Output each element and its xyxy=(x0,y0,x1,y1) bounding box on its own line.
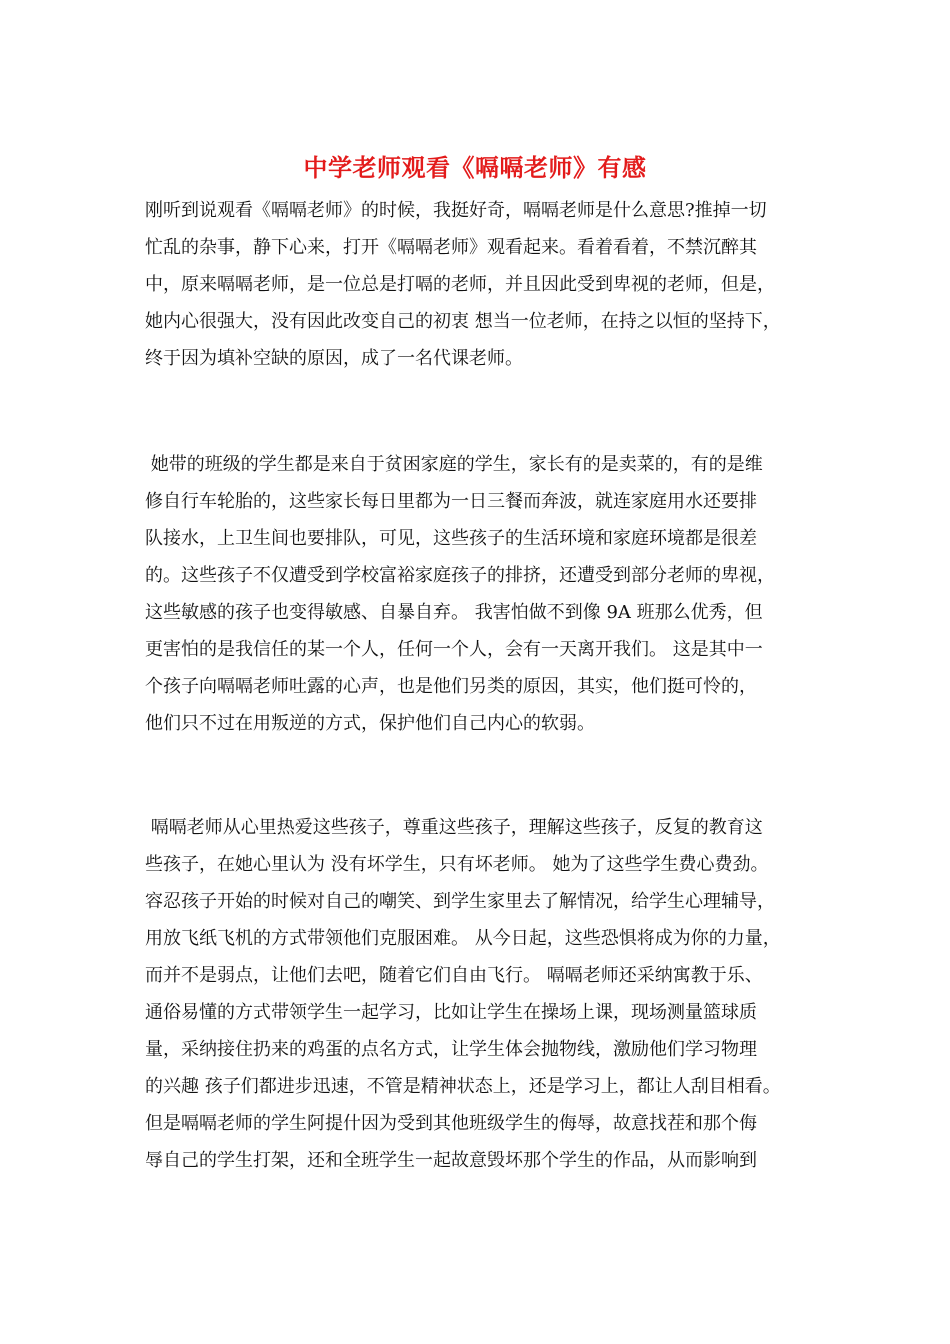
paragraph-line: 辱自己的学生打架，还和全班学生一起故意毁坏那个学生的作品，从而影响到 xyxy=(145,1150,757,1171)
paragraph-line: 队接水，上卫生间也要排队，可见，这些孩子的生活环境和家庭环境都是很差 xyxy=(145,528,757,549)
paragraph-line: 但是嗝嗝老师的学生阿提什因为受到其他班级学生的侮辱，故意找茬和那个侮 xyxy=(145,1113,757,1134)
paragraph-line: 忙乱的杂事，静下心来，打开《嗝嗝老师》观看起来。看着看着，不禁沉醉其 xyxy=(145,237,757,258)
paragraph-1 xyxy=(145,192,825,377)
paragraph-line: 嗝嗝老师从心里热爱这些孩子，尊重这些孩子，理解这些孩子，反复的教育这 xyxy=(145,817,763,838)
paragraph-line: 用放飞纸飞机的方式带领他们克服困难。 从今日起，这些恐惧将成为你的力量， xyxy=(145,928,781,949)
paragraph-3 xyxy=(145,809,825,1179)
paragraph-line: 终于因为填补空缺的原因，成了一名代课老师。 xyxy=(145,348,523,369)
document-title: 中学老师观看《嗝嗝老师》有感 xyxy=(303,153,647,182)
paragraph-line: 些孩子，在她心里认为 没有坏学生，只有坏老师。 她为了这些学生费心费劲。 xyxy=(145,854,769,875)
paragraph-line: 她内心很强大，没有因此改变自己的初衷 想当一位老师，在持之以恒的坚持下， xyxy=(145,311,781,332)
paragraph-line: 中，原来嗝嗝老师，是一位总是打嗝的老师，并且因此受到卑视的老师，但是， xyxy=(145,274,775,295)
paragraph-line: 通俗易懂的方式带领学生一起学习，比如让学生在操场上课，现场测量篮球质 xyxy=(145,1002,757,1023)
paragraph-line: 的。这些孩子不仅遭受到学校富裕家庭孩子的排挤，还遭受到部分老师的卑视， xyxy=(145,565,775,586)
paragraph-line: 她带的班级的学生都是来自于贫困家庭的学生，家长有的是卖菜的，有的是维 xyxy=(145,454,763,475)
paragraph-line: 更害怕的是我信任的某一个人，任何一个人，会有一天离开我们。 这是其中一 xyxy=(145,639,763,660)
paragraph-line: 容忍孩子开始的时候对自己的嘲笑、到学生家里去了解情况，给学生心理辅导， xyxy=(145,891,775,912)
paragraph-2 xyxy=(145,446,825,742)
paragraph-line: 刚听到说观看《嗝嗝老师》的时候，我挺好奇，嗝嗝老师是什么意思?推掉一切 xyxy=(145,200,767,221)
paragraph-line: 他们只不过在用叛逆的方式，保护他们自己内心的软弱。 xyxy=(145,713,595,734)
paragraph-line: 的兴趣 孩子们都进步迅速，不管是精神状态上，还是学习上，都让人刮目相看。 xyxy=(145,1076,781,1097)
paragraph-line: 量，采纳接住扔来的鸡蛋的点名方式，让学生体会抛物线，激励他们学习物理 xyxy=(145,1039,757,1060)
paragraph-line: 个孩子向嗝嗝老师吐露的心声，也是他们另类的原因，其实，他们挺可怜的， xyxy=(145,676,757,697)
paragraph-line: 这些敏感的孩子也变得敏感、自暴自弃。 我害怕做不到像 9A 班那么优秀，但 xyxy=(145,602,763,623)
paragraph-line: 而并不是弱点，让他们去吧，随着它们自由飞行。 嗝嗝老师还采纳寓教于乐、 xyxy=(145,965,763,986)
paragraph-line: 修自行车轮胎的，这些家长每日里都为一日三餐而奔波，就连家庭用水还要排 xyxy=(145,491,757,512)
